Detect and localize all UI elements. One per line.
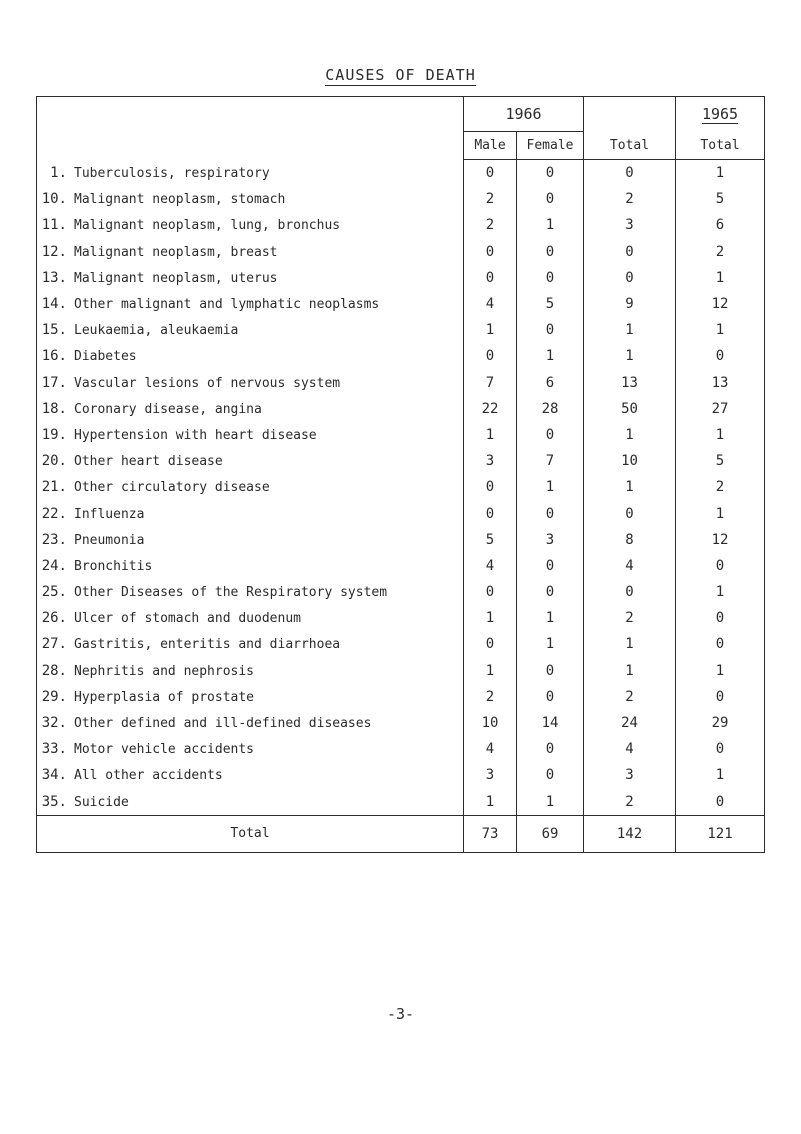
total-1965-count: 1: [676, 160, 765, 187]
cause-cell: [37, 527, 464, 553]
total-1965-count: 1: [676, 265, 765, 291]
table-row: [37, 710, 765, 736]
female-count: 3: [517, 527, 584, 553]
header-male: Male: [464, 132, 517, 160]
cause-number: 15.: [41, 322, 67, 339]
cause-label: Malignant neoplasm, lung, bronchus: [74, 218, 341, 234]
female-count: 1: [517, 631, 584, 657]
header-year-1965: [676, 97, 765, 132]
total-count: 1: [584, 474, 676, 500]
cause-cell: [37, 605, 464, 631]
total-1965-count: 1: [676, 762, 765, 788]
total-count: 50: [584, 396, 676, 422]
total-1965-count: 0: [676, 631, 765, 657]
total-1965-count: 12: [676, 527, 765, 553]
cause-cell: [37, 500, 464, 526]
total-1965-count: 29: [676, 710, 765, 736]
total-1965-count: 6: [676, 212, 765, 238]
table-row: [37, 762, 765, 788]
total-count: 0: [584, 239, 676, 265]
page-number: -3-: [386, 1005, 415, 1023]
totals-total-1965: 121: [676, 815, 765, 852]
table-row: [37, 448, 765, 474]
cause-label: Malignant neoplasm, stomach: [74, 192, 286, 208]
male-count: 7: [464, 370, 517, 396]
total-1965-count: 27: [676, 396, 765, 422]
total-1965-count: 1: [676, 579, 765, 605]
cause-label: Hyperplasia of prostate: [74, 689, 255, 705]
totals-row: [37, 815, 765, 852]
cause-number: 24.: [41, 557, 67, 574]
female-count: 0: [517, 422, 584, 448]
total-count: 10: [584, 448, 676, 474]
table-row: [37, 579, 765, 605]
cause-cell: [37, 317, 464, 343]
total-count: 0: [584, 160, 676, 187]
cause-cell: [37, 212, 464, 238]
cause-number: 10.: [41, 191, 67, 208]
male-count: 0: [464, 631, 517, 657]
cause-label: Pneumonia: [74, 532, 145, 548]
male-count: 0: [464, 160, 517, 187]
table-row: [37, 239, 765, 265]
male-count: 1: [464, 789, 517, 816]
table-row: [37, 317, 765, 343]
total-count: 8: [584, 527, 676, 553]
cause-number: 25.: [41, 584, 67, 601]
total-1965-count: 1: [676, 317, 765, 343]
cause-label: Malignant neoplasm, breast: [74, 244, 278, 260]
table-row: [37, 396, 765, 422]
header-total-1966: Total: [584, 132, 676, 160]
table-row: [37, 527, 765, 553]
total-1965-count: 12: [676, 291, 765, 317]
female-count: 0: [517, 239, 584, 265]
cause-label: All other accidents: [74, 768, 223, 784]
cause-label: Leukaemia, aleukaemia: [74, 323, 239, 339]
cause-label: Influenza: [74, 506, 145, 522]
cause-cell: [37, 160, 464, 187]
total-1965-count: 1: [676, 500, 765, 526]
total-1965-count: 0: [676, 343, 765, 369]
total-1965-count: 1: [676, 658, 765, 684]
cause-label: Other malignant and lymphatic neoplasms: [74, 297, 380, 313]
female-count: 5: [517, 291, 584, 317]
total-1965-count: 2: [676, 239, 765, 265]
table-row: [37, 343, 765, 369]
cause-number: 13.: [41, 269, 67, 286]
male-count: 1: [464, 658, 517, 684]
header-year-1966: 1966: [464, 97, 584, 132]
male-count: 22: [464, 396, 517, 422]
male-count: 4: [464, 291, 517, 317]
cause-number: 11.: [41, 217, 67, 234]
male-count: 0: [464, 343, 517, 369]
male-count: 10: [464, 710, 517, 736]
cause-number: 17.: [41, 374, 67, 391]
male-count: 0: [464, 265, 517, 291]
cause-number: 28.: [41, 662, 67, 679]
total-count: 3: [584, 762, 676, 788]
total-1965-count: 0: [676, 684, 765, 710]
male-count: 0: [464, 579, 517, 605]
cause-number: 20.: [41, 453, 67, 470]
cause-number: 22.: [41, 505, 67, 522]
cause-cell: [37, 710, 464, 736]
cause-label: Nephritis and nephrosis: [74, 663, 255, 679]
header-row-years: [37, 97, 765, 132]
table-row: [37, 370, 765, 396]
total-count: 1: [584, 658, 676, 684]
total-1965-count: 1: [676, 422, 765, 448]
total-1965-count: 0: [676, 605, 765, 631]
total-count: 0: [584, 579, 676, 605]
female-count: 1: [517, 789, 584, 816]
table-row: [37, 212, 765, 238]
total-1965-count: 0: [676, 736, 765, 762]
cause-cell: [37, 422, 464, 448]
cause-cell: [37, 291, 464, 317]
header-blank-total-cell: [584, 97, 676, 132]
cause-label: Vascular lesions of nervous system: [74, 375, 341, 391]
total-count: 4: [584, 553, 676, 579]
total-count: 9: [584, 291, 676, 317]
cause-number: 27.: [41, 636, 67, 653]
total-count: 2: [584, 605, 676, 631]
female-count: 1: [517, 343, 584, 369]
cause-cell: [37, 684, 464, 710]
male-count: 4: [464, 553, 517, 579]
total-count: 3: [584, 212, 676, 238]
female-count: 6: [517, 370, 584, 396]
male-count: 2: [464, 186, 517, 212]
male-count: 2: [464, 212, 517, 238]
table-row: [37, 186, 765, 212]
cause-cell: [37, 789, 464, 816]
cause-cell: [37, 370, 464, 396]
female-count: 0: [517, 500, 584, 526]
cause-number: 14.: [41, 296, 67, 313]
total-count: 0: [584, 265, 676, 291]
total-1965-count: 0: [676, 553, 765, 579]
female-count: 14: [517, 710, 584, 736]
cause-cell: [37, 762, 464, 788]
cause-number: 12.: [41, 243, 67, 260]
male-count: 3: [464, 448, 517, 474]
cause-cell: [37, 631, 464, 657]
female-count: 0: [517, 579, 584, 605]
cause-cell: [37, 343, 464, 369]
female-count: 1: [517, 605, 584, 631]
cause-number: 19.: [41, 426, 67, 443]
total-count: 2: [584, 789, 676, 816]
cause-cell: [37, 474, 464, 500]
table-row: [37, 422, 765, 448]
totals-label: Total: [37, 815, 464, 852]
male-count: 1: [464, 605, 517, 631]
female-count: 0: [517, 160, 584, 187]
cause-label: Diabetes: [74, 349, 137, 365]
female-count: 7: [517, 448, 584, 474]
cause-label: Malignant neoplasm, uterus: [74, 270, 278, 286]
total-count: 2: [584, 684, 676, 710]
cause-cell: [37, 736, 464, 762]
female-count: 1: [517, 212, 584, 238]
page-title-text: CAUSES OF DEATH: [325, 66, 476, 84]
cause-label: Other Diseases of the Respiratory system: [74, 585, 388, 601]
cause-number: 1.: [50, 164, 67, 181]
table-row: [37, 160, 765, 187]
cause-label: Coronary disease, angina: [74, 401, 262, 417]
total-count: 1: [584, 422, 676, 448]
totals-female: 69: [517, 815, 584, 852]
total-1965-count: 5: [676, 448, 765, 474]
header-blank-cell: [37, 97, 464, 160]
cause-label: Hypertension with heart disease: [74, 427, 317, 443]
cause-cell: [37, 396, 464, 422]
total-count: 0: [584, 500, 676, 526]
cause-label: Ulcer of stomach and duodenum: [74, 611, 301, 627]
cause-number: 29.: [41, 688, 67, 705]
header-female: Female: [517, 132, 584, 160]
cause-number: 21.: [41, 479, 67, 496]
cause-cell: [37, 579, 464, 605]
total-1965-count: 0: [676, 789, 765, 816]
male-count: 1: [464, 317, 517, 343]
total-count: 2: [584, 186, 676, 212]
table-row: [37, 736, 765, 762]
total-count: 4: [584, 736, 676, 762]
table-row: [37, 553, 765, 579]
cause-cell: [37, 553, 464, 579]
totals-total: 142: [584, 815, 676, 852]
cause-number: 33.: [41, 741, 67, 758]
total-count: 13: [584, 370, 676, 396]
total-1965-count: 2: [676, 474, 765, 500]
causes-of-death-table: [36, 96, 765, 853]
male-count: 1: [464, 422, 517, 448]
total-count: 1: [584, 317, 676, 343]
table-row: [37, 684, 765, 710]
cause-number: 16.: [41, 348, 67, 365]
page-title: [0, 66, 801, 84]
cause-label: Other defined and ill-defined diseases: [74, 716, 372, 732]
table-row: [37, 291, 765, 317]
female-count: 28: [517, 396, 584, 422]
cause-number: 35.: [41, 793, 67, 810]
male-count: 5: [464, 527, 517, 553]
female-count: 0: [517, 658, 584, 684]
total-1965-count: 13: [676, 370, 765, 396]
table-row: [37, 474, 765, 500]
cause-label: Gastritis, enteritis and diarrhoea: [74, 637, 341, 653]
female-count: 0: [517, 762, 584, 788]
cause-number: 18.: [41, 400, 67, 417]
male-count: 0: [464, 474, 517, 500]
cause-label: Bronchitis: [74, 558, 153, 574]
total-1965-count: 5: [676, 186, 765, 212]
cause-cell: [37, 239, 464, 265]
female-count: 0: [517, 186, 584, 212]
total-count: 1: [584, 343, 676, 369]
table-row: [37, 789, 765, 816]
cause-number: 23.: [41, 531, 67, 548]
male-count: 3: [464, 762, 517, 788]
male-count: 4: [464, 736, 517, 762]
table-row: [37, 265, 765, 291]
male-count: 0: [464, 500, 517, 526]
female-count: 0: [517, 265, 584, 291]
cause-cell: [37, 658, 464, 684]
cause-label: Tuberculosis, respiratory: [74, 165, 270, 181]
header-total-1965: Total: [676, 132, 765, 160]
cause-label: Suicide: [74, 794, 129, 810]
male-count: 2: [464, 684, 517, 710]
table-row: [37, 658, 765, 684]
total-count: 1: [584, 631, 676, 657]
table-row: [37, 631, 765, 657]
female-count: 0: [517, 736, 584, 762]
cause-number: 26.: [41, 610, 67, 627]
cause-number: 32.: [41, 715, 67, 732]
table-row: [37, 605, 765, 631]
female-count: 0: [517, 684, 584, 710]
male-count: 0: [464, 239, 517, 265]
cause-cell: [37, 186, 464, 212]
header-year-1965-text: 1965: [701, 105, 739, 124]
female-count: 0: [517, 553, 584, 579]
cause-label: Other heart disease: [74, 454, 223, 470]
table-row: [37, 500, 765, 526]
cause-label: Motor vehicle accidents: [74, 742, 255, 758]
table-body: [37, 160, 765, 816]
cause-number: 34.: [41, 767, 67, 784]
cause-cell: [37, 448, 464, 474]
cause-label: Other circulatory disease: [74, 480, 270, 496]
cause-cell: [37, 265, 464, 291]
total-count: 24: [584, 710, 676, 736]
female-count: 1: [517, 474, 584, 500]
female-count: 0: [517, 317, 584, 343]
totals-male: 73: [464, 815, 517, 852]
